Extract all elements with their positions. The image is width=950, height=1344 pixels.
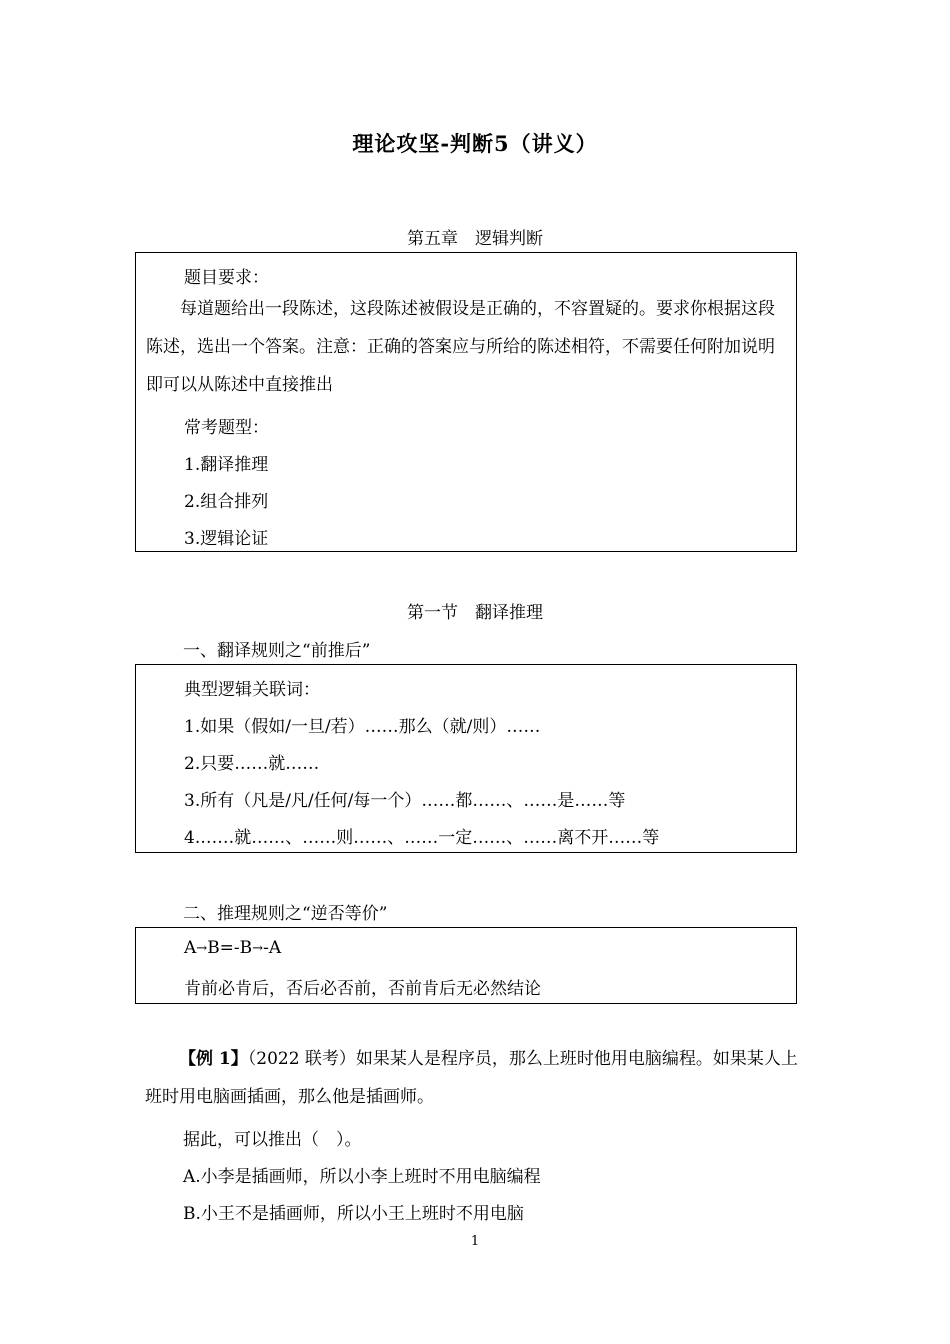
rule1-heading: 一、翻译规则之“前推后” [183, 641, 371, 661]
example-text: 如果某人是程序员，那么上班时他用电脑编程。如果某人上班时用电脑画插画，那么他是插画师。 [145, 1049, 798, 1107]
rule2-box [135, 927, 797, 1004]
keyword-item: 1.如果（假如/一旦/若）……那么（就/则）…… [184, 717, 541, 737]
example-label: 【例 1】 [179, 1049, 248, 1069]
chapter-heading: 第五章 逻辑判断 [407, 229, 543, 249]
option-b: B.小王不是插画师，所以小王上班时不用电脑 [183, 1204, 524, 1224]
example1-question: 据此，可以推出（ ）。 [183, 1130, 362, 1150]
option-a: A.小李是插画师，所以小李上班时不用电脑编程 [183, 1167, 541, 1187]
rule2-heading: 二、推理规则之“逆否等价” [183, 904, 388, 924]
keyword-item: 4.……就……、……则……、……一定……、……离不开……等 [184, 828, 660, 848]
rule2-summary: 肯前必肯后，否后必否前，否前肯后无必然结论 [184, 979, 541, 999]
page-title: 理论攻坚-判断5（讲义） [352, 131, 598, 156]
requirements-box [135, 252, 797, 552]
type-item: 2.组合排列 [184, 492, 269, 512]
type-item: 3.逻辑论证 [184, 529, 269, 549]
keywords-box [135, 664, 797, 853]
requirements-description: 每道题给出一段陈述，这段陈述被假设是正确的，不容置疑的。要求你根据这段陈述，选出一个答案。注意：正确的答案应与所给的陈述相符，不需要任何附加说明即可以从陈述中直接推出 [146, 299, 775, 395]
arrow-icon: → [252, 941, 264, 956]
arrow-icon: → [196, 941, 208, 956]
example-source: （2022 联考） [247, 1049, 356, 1069]
requirements-label: 题目要求： [184, 268, 269, 288]
type-item: 1.翻译推理 [184, 455, 269, 475]
page-number: 1 [470, 1234, 480, 1249]
keyword-item: 3.所有（凡是/凡/任何/每一个）……都……、……是……等 [184, 791, 626, 811]
formula-c: -A [263, 938, 282, 958]
formula-a: A [184, 938, 197, 958]
formula-b: B=-B [207, 938, 253, 958]
section-heading: 第一节 翻译推理 [407, 603, 543, 623]
contrapositive-formula [184, 938, 281, 958]
keywords-label: 典型逻辑关联词： [184, 680, 320, 700]
example1-stem [145, 1040, 807, 1116]
keyword-item: 2.只要……就…… [184, 754, 320, 774]
common-types-label: 常考题型： [184, 418, 269, 438]
